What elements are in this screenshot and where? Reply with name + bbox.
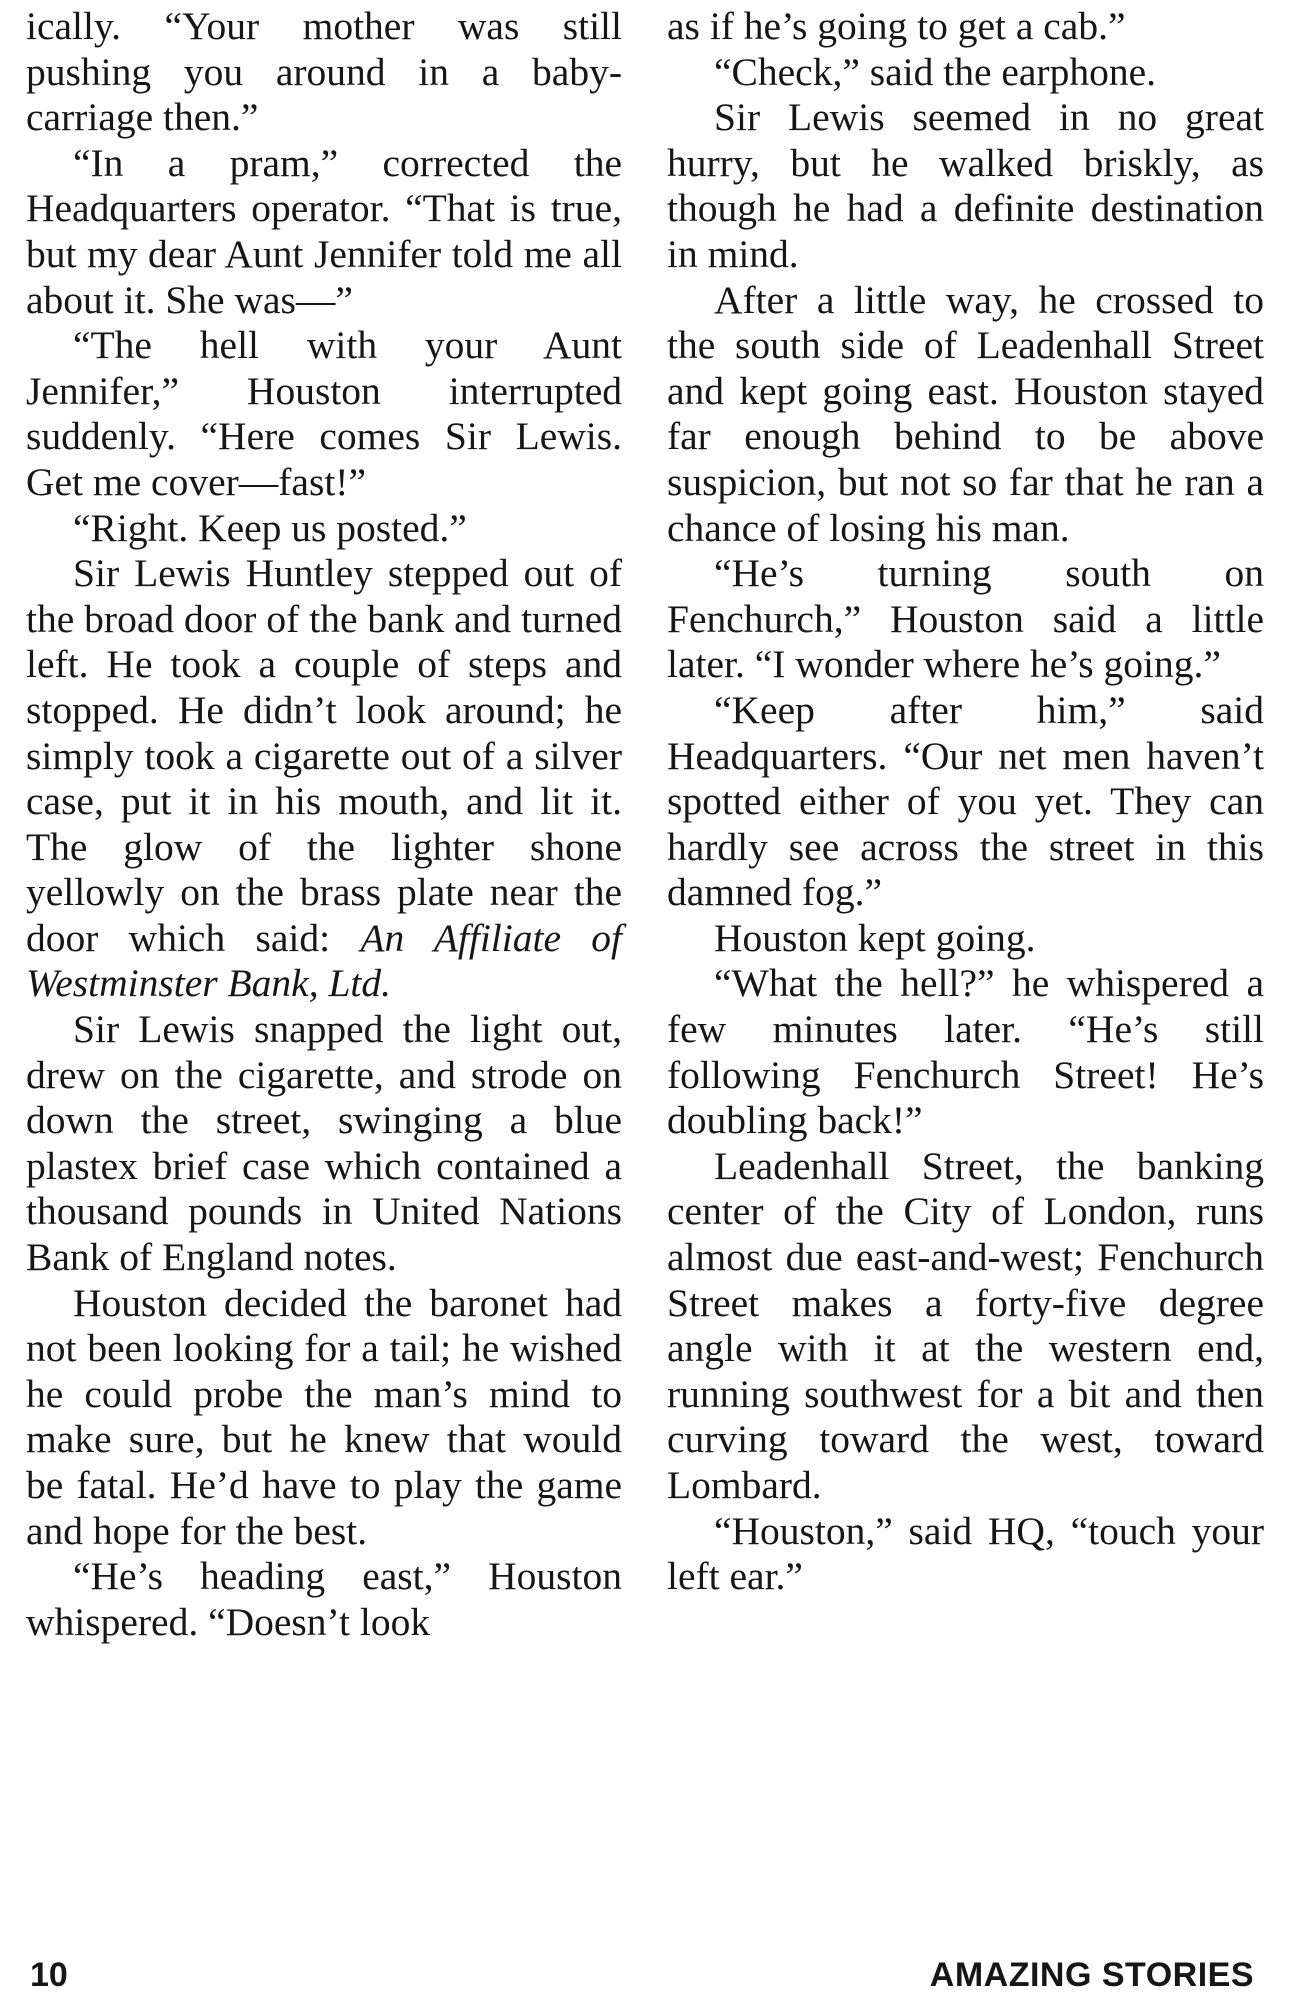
- paragraph: “He’s turning south on Fenchurch,” Houston said a little later. “I wonder where he’s going.”: [667, 551, 1264, 687]
- paragraph: Sir Lewis snapped the light out, drew on the cigarette, and strode on down the street, swinging a blue plastex brief case which contained a thousand pounds in United Nations Bank of England notes.: [26, 1007, 622, 1280]
- paragraph: “The hell with your Aunt Jennifer,” Houston interrupted suddenly. “Here comes Sir Lewis. Get me cover—fast!”: [26, 323, 622, 504]
- plate-inscription: An Affiliate of Westminster Bank, Ltd.: [26, 915, 622, 1006]
- paragraph: ically. “Your mother was still pushing you around in a baby-carriage then.”: [26, 4, 622, 140]
- running-title: AMAZING STORIES: [929, 1956, 1254, 1994]
- text-column-right: [667, 4, 1264, 1600]
- paragraph-text: Sir Lewis Huntley stepped out of the broad door of the bank and turned left. He took a couple of steps and stopped. He didn’t look around; he simply took a cigarette out of a silver case, put it in his mouth, and lit it. The glow of the lighter shone yellowly on the brass plate near the door which said:: [26, 551, 622, 960]
- paragraph: Houston decided the baronet had not been looking for a tail; he wished he could probe the man’s mind to make sure, but he knew that would be fatal. He’d have to play the game and hope for the best.: [26, 1280, 622, 1553]
- page-number: 10: [30, 1956, 68, 1994]
- paragraph: “Keep after him,” said Headquarters. “Our net men haven’t spotted either of you yet. They can hardly see across the street in this damned fog.”: [667, 687, 1264, 915]
- paragraph: Houston kept going.: [714, 915, 1036, 960]
- paragraph: “He’s heading east,” Houston whispered. “Doesn’t look: [26, 1554, 622, 1644]
- paragraph: “In a pram,” corrected the Headquarters operator. “That is true, but my dear Aunt Jennifer told me all about it. She was—”: [26, 140, 622, 322]
- paragraph: Leadenhall Street, the banking center of the City of London, runs almost due east-and-west; Fenchurch Street makes a forty-five degree angle with it at the western end, running southwest for a bit and then curving toward the west, toward Lombard.: [667, 1143, 1264, 1507]
- paragraph: “What the hell?” he whispered a few minutes later. “He’s still following Fenchurch Street! He’s doubling back!”: [667, 961, 1264, 1143]
- paragraph: Sir Lewis seemed in no great hurry, but he walked briskly, as though he had a definite destination in mind.: [667, 95, 1264, 276]
- paragraph: as if he’s going to get a cab.”: [667, 4, 1126, 48]
- paragraph: After a little way, he crossed to the south side of Leadenhall Street and kept going east. Houston stayed far enough behind to be above suspicion, but not so far that he ran a chance of losing his man.: [667, 277, 1264, 550]
- paragraph: “Right. Keep us posted.”: [73, 505, 467, 550]
- paragraph: [26, 551, 622, 1007]
- paragraph: “Houston,” said HQ, “touch your left ear.”: [667, 1508, 1264, 1599]
- paragraph: “Check,” said the earphone.: [714, 49, 1156, 94]
- text-column-left: [26, 4, 622, 1645]
